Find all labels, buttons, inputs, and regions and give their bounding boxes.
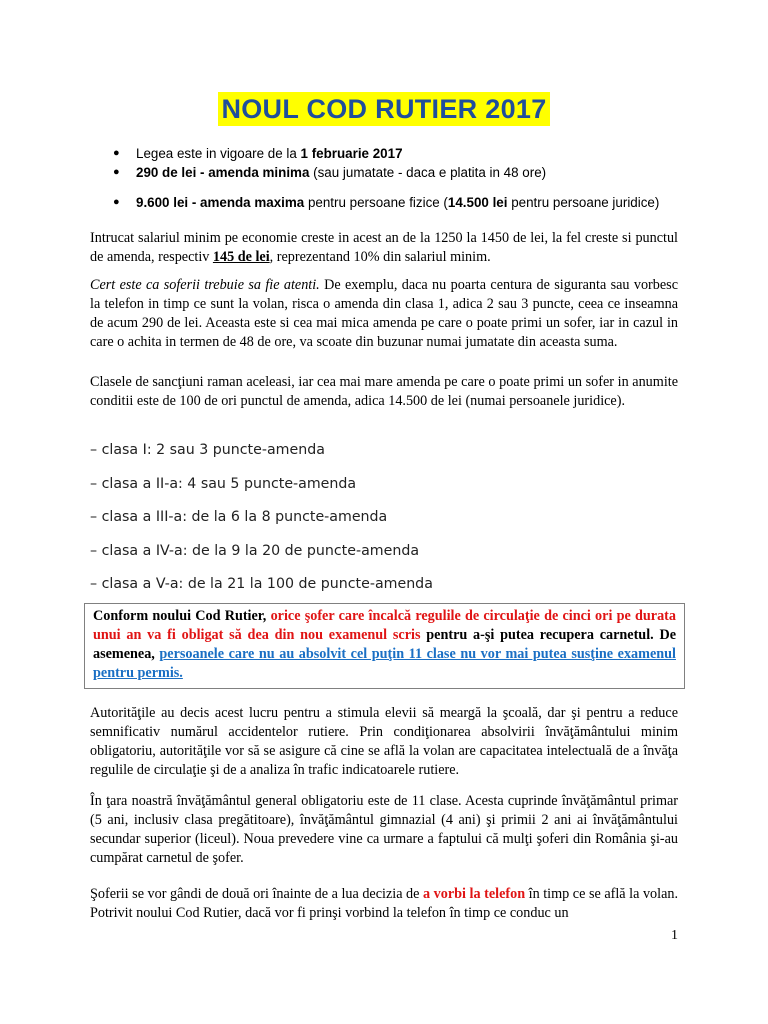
highlight-amount: 145 de lei — [212, 249, 270, 265]
permit-exam-link[interactable]: persoanele care nu au absolvit cel puţin 11 clase nu vor mai putea susţine examenul pentru permis. — [93, 646, 676, 681]
paragraph-authorities: Autorităţile au decis acest lucru pentru a stimula elevii să meargă la şcoală, dar şi pentru a reduce semnificativ numărul accidentelor rutiere. Prin condiţionarea absolvirii învăţământului minim obligatoriu, autorităţile vor să se asigure că cine se află la volan are capacitatea intelectuală de a învăţa regulile de circulaţie şi de a analiza în trafic indicatoarele rutiere. — [90, 705, 678, 778]
penalty-class-item: – clasa a III-a: de la 6 la 8 puncte-amenda — [90, 509, 388, 525]
bullet-icon: ● — [113, 196, 120, 208]
page-number: 1 — [671, 928, 678, 943]
penalty-classes-list — [90, 440, 678, 608]
penalty-class-item: – clasa a II-a: 4 sau 5 puncte-amenda — [90, 475, 357, 492]
paragraph-education: În ţara noastră învăţământul general obligatoriu este de 11 clase. Acesta cuprinde învăţământul primar (5 ani, inclusiv clasa pregătitoare), învăţământul gimnazial (4 ani) şi primii 2 ani ai învăţământului secundar superior (liceul). Noua prevedere vine ca urmare a faptului că mulţi şoferi din România şi-au cumpărat carnetul de şofer. — [90, 793, 678, 866]
bullet-item: ● Legea este in vigoare de la 1 februarie 2017 — [113, 146, 403, 161]
highlight-box: Conform noului Cod Rutier, orice şofer care încalcă regulile de circulaţie de cinci ori pe durata unui an va fi obligat să dea din nou examenul scris pentru a-şi putea recupera carnetul. De asemenea, persoanele care nu au absolvit cel puţin 11 clase nu vor mai putea susţine examenul pentru permis. — [84, 603, 685, 689]
bullet-list — [110, 144, 710, 212]
bullet-item: ● 9.600 lei - amenda maxima pentru persoane fizice (14.500 lei pentru persoane juridice) — [113, 195, 660, 210]
bullet-icon: ● — [113, 147, 120, 159]
bullet-icon: ● — [113, 166, 120, 178]
paragraph-drivers: Cert este ca soferii trebuie sa fie atenti. De exemplu, daca nu poarta centura de siguranta sau vorbesc la telefon in timp ce sunt la volan, risca o amenda din clasa 1, adica 2 sau 3 puncte, ceea ce inseamna de acum 290 de lei. Aceasta este si cea mai mica amenda pe care o poate primi un sofer, iar in cazul in care o achita in termen de 48 de ore, va scoate din buzunar numai jumatate din aceasta suma. — [90, 277, 678, 350]
title-container — [0, 92, 768, 126]
document-title: NOUL COD RUTIER 2017 — [218, 92, 549, 126]
bullet-item: ● 290 de lei - amenda minima (sau jumatate - daca e platita in 48 ore) — [113, 165, 547, 180]
paragraph-phone: Şoferii se vor gândi de două ori înainte de a lua decizia de a vorbi la telefon în timp ce se află la volan. Potrivit noului Cod Rutier, dacă vor fi prinşi vorbind la telefon în timp ce conduc un — [90, 886, 679, 921]
penalty-class-item: – clasa I: 2 sau 3 puncte-amenda — [90, 442, 325, 458]
paragraph-classes-intro: Clasele de sancţiuni raman aceleasi, iar cea mai mare amenda pe care o poate primi un sofer in anumite conditii este de 100 de ori punctul de amenda, adica 14.500 de lei (numai persoanele juridice). — [90, 374, 678, 409]
penalty-class-item: – clasa a V-a: de la 21 la 100 de puncte-amenda — [90, 576, 433, 592]
paragraph-salary: Intrucat salariul minim pe economie creste in acest an de la 1250 la 1450 de lei, la fel creste si punctul de amenda, respectiv 145 de lei, reprezentand 10% din salariul minim. — [90, 230, 678, 265]
penalty-class-item: – clasa a IV-a: de la 9 la 20 de puncte-amenda — [90, 542, 420, 559]
